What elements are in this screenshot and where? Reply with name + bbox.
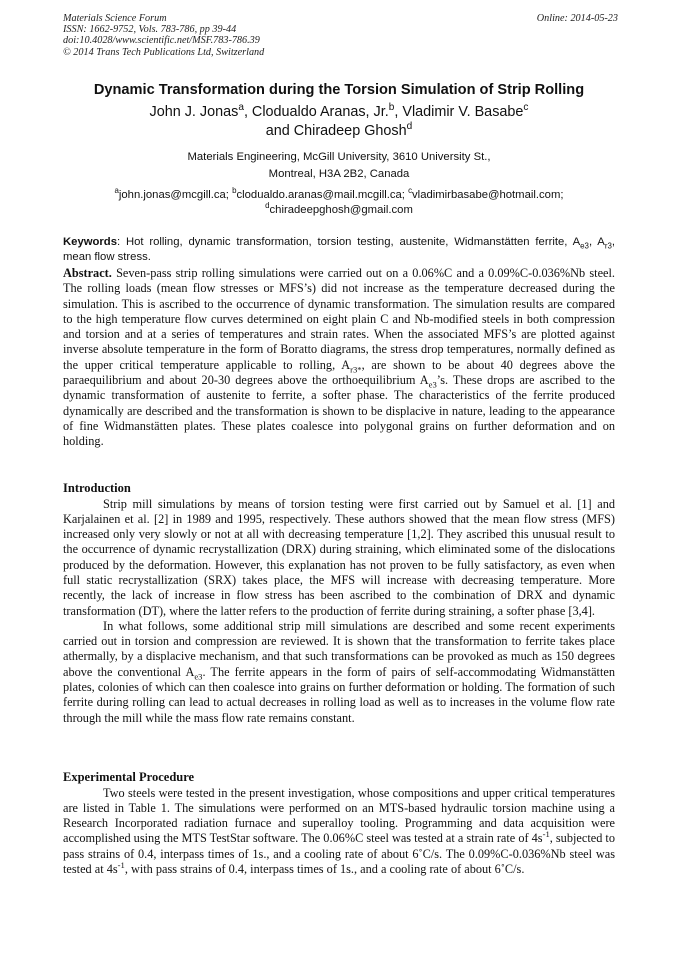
author-aranas: , Clodualdo Aranas, Jr. (243, 104, 389, 120)
keywords-label: Keywords (63, 236, 117, 248)
email-sup: b (232, 186, 237, 196)
email-block (30, 188, 648, 218)
exp-text: , subjected to pass strains of 0.4, interpass times of 1s., and a cooling rate of about 6˚C/s. The 0.09%C-0.036%Nb steel was tested at 4s (63, 831, 615, 876)
author-basabe: , Vladimir V. Basabe (394, 104, 524, 120)
introduction-section (63, 481, 615, 726)
email-line-1 (30, 188, 648, 203)
journal-header (63, 13, 618, 58)
author-sup: c (523, 102, 529, 114)
keywords-sub: r3 (604, 241, 612, 251)
keywords (63, 235, 615, 265)
introduction-heading: Introduction (63, 481, 131, 495)
online-date: Online: 2014-05-23 (536, 13, 618, 24)
email-line-2 (30, 203, 648, 218)
intro-text: In what follows, some additional strip mill simulations are described and some recent experiments carried out in torsion and compression are reviewed. It is shown that the transformation to ferrite takes place athermally, by a displacive mechanism, and that such transformations can be provoked as much as 150 degrees above the conventional A (63, 618, 615, 679)
issn-line: ISSN: 1662-9752, Vols. 783-786, pp 39-44 (63, 24, 237, 36)
email-basabe[interactable]: vladimirbasabe@hotmail.com; (412, 189, 564, 201)
author-jonas: John J. Jonas (149, 104, 239, 120)
email-sup: a (114, 186, 119, 196)
affiliation-line-1: Materials Engineering, McGill University, 3610 University St., (187, 151, 491, 163)
exp-sup: -1 (117, 859, 125, 870)
email-aranas[interactable]: clodualdo.aranas@mail.mcgill.ca; (236, 189, 409, 201)
exp-sup: -1 (542, 829, 550, 840)
author-sup: b (388, 102, 395, 114)
journal-name: Materials Science Forum (63, 13, 167, 24)
abstract-sub: r3* (350, 364, 362, 375)
author-list (30, 103, 648, 141)
affiliation (30, 149, 648, 182)
experimental-section (63, 770, 615, 877)
introduction-paragraph-2 (63, 619, 615, 726)
copyright-line: © 2014 Trans Tech Publications Ltd, Switzerland (63, 46, 265, 58)
paper-title: Dynamic Transformation during the Torsion Simulation of Strip Rolling (93, 82, 585, 98)
author-line-1 (30, 103, 648, 122)
abstract-label: Abstract. (63, 266, 112, 280)
abstract-text: Seven-pass strip rolling simulations were carried out on a 0.06%C and a 0.09%C-0.036%Nb steel. The rolling loads (mean flow stresses or MFS’s) did not increase as the temperature decreased during the simulation. This is ascribed to the occurrence of dynamic transformation. The simulation results are compared to the high temperature flow curves determined on eight plain C and Nb-modified steels in both compression and torsion and at a series of temperatures and strain rates. When the associated MFS’s are plotted against inverse absolute temperature in the form of Boratto diagrams, the stress drop temperatures, normally defined as the upper critical temperature applicable to rolling, A (63, 266, 615, 372)
affiliation-line-2: Montreal, H3A 2B2, Canada (268, 167, 410, 180)
doi-line: doi:10.4028/www.scientific.net/MSF.783-786.39 (63, 35, 260, 47)
experimental-paragraph (63, 786, 615, 878)
keywords-sub: e3 (580, 241, 589, 251)
abstract-text: , are shown to be about 40 degrees above the paraequilibrium and about 20-30 degrees above the orthoequilibrium A (63, 357, 615, 388)
keywords-text: : Hot rolling, dynamic transformation, torsion testing, austenite, Widmanstätten ferrite, A (117, 236, 581, 248)
author-sup: a (238, 102, 244, 114)
exp-text: , with pass strains of 0.4, interpass times of 1s., and a cooling rate of about 6˚C/s. (124, 861, 525, 876)
abstract-text: ’s. These drops are ascribed to the dynamic transformation of austenite to ferrite, a softer phase. The characteristics of the ferrite produced dynamically are described and the transformation is shown to be displacive in nature, leading to the appearance of fine Widmanstätten plates. These plates coalesce into polygonal grains on further deformation and on holding. (63, 373, 615, 449)
experimental-heading: Experimental Procedure (63, 770, 195, 784)
author-ghosh: and Chiradeep Ghosh (265, 123, 407, 139)
keywords-text: , mean flow stress. (63, 236, 615, 263)
exp-text: Two steels were tested in the present investigation, whose compositions and upper critical temperatures are listed in Table 1. The simulations were performed on an MTS-based hydraulic torsion machine using a Research Incorporated radiation furnace and superalloy tooling. Programming and data acquisition were accomplished using the MTS TestStar software. The 0.06%C steel was tested at a strain rate of 4s (63, 785, 615, 846)
author-line-2 (30, 122, 648, 141)
intro-text: . The ferrite appears in the form of pairs of self-accommodating Widmanstätten plates, colonies of which can then coalesce into grains on further deformation or holding. The formation of such ferrite during rolling can lead to actual decreases in rolling load as well as to increases in the volume flow rate through the mill while the mass flow rate remains constant. (63, 664, 615, 725)
author-sup: d (406, 121, 413, 133)
email-sup: c (408, 186, 413, 196)
email-jonas[interactable]: john.jonas@mcgill.ca; (118, 189, 233, 201)
abstract-sub: e3 (428, 379, 437, 390)
abstract (63, 266, 615, 450)
keywords-text: , A (588, 236, 605, 248)
intro-sub: e3 (194, 671, 203, 682)
email-sup: d (265, 201, 270, 211)
introduction-paragraph-1: Strip mill simulations by means of torsion testing were first carried out by Samuel et al. [1] and Karjalainen et al. [2] in 1989 and 1995, respectively. These authors showed that the mean flow stress (MFS) increased only very slowly or not at all with decreasing temperature [1,2]. They ascribed this unusual result to the occurrence of dynamic recrystallization (DRX) during straining, which eliminated some of the dislocations produced by the deformation. However, this explanation has not proven to be fully satisfactory, as even when full static recrystallization (SRX) takes place, the MFS will increase with decreasing temperature. More recently, the lack of increase in flow stress has been ascribed to the combination of DRX and dynamic transformation (DT), where the latter refers to the production of ferrite during straining, a softer phase [3,4]. (63, 496, 615, 618)
email-ghosh[interactable]: chiradeepghosh@gmail.com (269, 204, 413, 216)
